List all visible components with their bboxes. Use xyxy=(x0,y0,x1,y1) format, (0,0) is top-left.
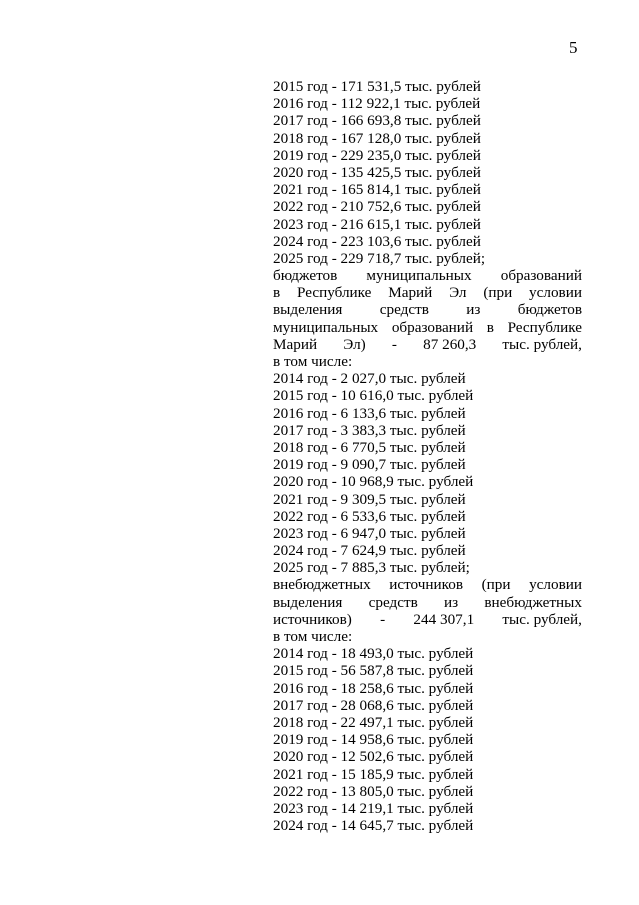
word: внебюджетных xyxy=(273,576,371,594)
year-line: 2022 год - 210 752,6 тыс. рублей xyxy=(273,198,481,216)
year-line: 2021 год - 165 814,1 тыс. рублей xyxy=(273,181,481,199)
year-line: 2022 год - 13 805,0 тыс. рублей xyxy=(273,782,474,800)
word: бюджетов xyxy=(273,267,338,285)
word: (при xyxy=(481,576,511,594)
total-amount: 87 260,3 xyxy=(423,335,477,353)
year-line: 2018 год - 167 128,0 тыс. рублей xyxy=(273,129,481,147)
word: Эл) xyxy=(343,335,366,353)
year-line: 2020 год - 10 968,9 тыс. рублей xyxy=(273,473,474,491)
justified-line xyxy=(273,611,582,628)
year-line: 2024 год - 7 624,9 тыс. рублей xyxy=(273,542,466,560)
year-line: 2015 год - 171 531,5 тыс. рублей xyxy=(273,78,481,95)
year-line: 2023 год - 14 219,1 тыс. рублей xyxy=(273,799,474,817)
word: из xyxy=(443,593,459,611)
word: средств xyxy=(379,301,429,319)
year-line: 2023 год - 6 947,0 тыс. рублей xyxy=(273,524,466,542)
year-line: 2020 год - 135 425,5 тыс. рублей xyxy=(273,163,481,181)
total-amount: 244 307,1 xyxy=(413,610,475,628)
page-number: 5 xyxy=(569,38,578,57)
year-line: 2021 год - 9 309,5 тыс. рублей xyxy=(273,490,466,508)
extrabudgetary-paragraph xyxy=(273,576,582,645)
word: Марий xyxy=(388,284,433,302)
word: Марий xyxy=(273,335,318,353)
word: выделения xyxy=(273,593,343,611)
justified-line xyxy=(273,576,582,593)
year-line: 2019 год - 229 235,0 тыс. рублей xyxy=(273,146,481,164)
word: средств xyxy=(368,593,418,611)
word: внебюджетных xyxy=(484,593,582,611)
regional-year-list xyxy=(273,78,582,267)
document-body xyxy=(273,78,582,834)
year-line: 2022 год - 6 533,6 тыс. рублей xyxy=(273,507,466,525)
word: в xyxy=(486,318,494,336)
year-line: 2016 год - 18 258,6 тыс. рублей xyxy=(273,679,474,697)
word: Республике xyxy=(507,318,582,336)
word: образований xyxy=(500,267,582,285)
year-line: 2025 год - 229 718,7 тыс. рублей; xyxy=(273,249,486,267)
word: условии xyxy=(529,576,582,594)
word: образований xyxy=(391,318,474,336)
justified-line xyxy=(273,319,582,336)
word: тыс. рублей, xyxy=(502,610,582,628)
year-line: 2020 год - 12 502,6 тыс. рублей xyxy=(273,748,474,766)
word: муниципальных xyxy=(366,267,472,285)
municipal-year-list xyxy=(273,370,582,576)
word: муниципальных xyxy=(273,318,379,336)
year-line: 2016 год - 112 922,1 тыс. рублей xyxy=(273,95,481,113)
justified-line xyxy=(273,301,582,318)
year-line: 2019 год - 9 090,7 тыс. рублей xyxy=(273,456,466,474)
year-line: 2017 год - 28 068,6 тыс. рублей xyxy=(273,696,474,714)
word: Эл xyxy=(449,284,467,302)
year-line: 2023 год - 216 615,1 тыс. рублей xyxy=(273,215,481,233)
word: - xyxy=(380,610,386,628)
year-line: 2014 год - 2 027,0 тыс. рублей xyxy=(273,370,466,388)
word: источников) xyxy=(273,610,352,628)
year-line: 2019 год - 14 958,6 тыс. рублей xyxy=(273,731,474,749)
year-line: 2018 год - 22 497,1 тыс. рублей xyxy=(273,713,474,731)
municipal-paragraph xyxy=(273,267,582,370)
word: Республике xyxy=(296,284,372,302)
in-total-label: в том числе: xyxy=(273,353,353,370)
year-line: 2016 год - 6 133,6 тыс. рублей xyxy=(273,404,466,422)
in-total-label: в том числе: xyxy=(273,628,353,645)
year-line: 2017 год - 166 693,8 тыс. рублей xyxy=(273,112,481,130)
year-line: 2025 год - 7 885,3 тыс. рублей; xyxy=(273,559,470,577)
word: - xyxy=(391,335,397,353)
word: бюджетов xyxy=(517,301,582,319)
year-line: 2021 год - 15 185,9 тыс. рублей xyxy=(273,765,474,783)
word: условии xyxy=(529,284,582,302)
year-line: 2018 год - 6 770,5 тыс. рублей xyxy=(273,438,466,456)
word: в xyxy=(273,284,281,302)
year-line: 2014 год - 18 493,0 тыс. рублей xyxy=(273,645,474,663)
justified-line xyxy=(273,284,582,301)
word: тыс. рублей, xyxy=(502,335,582,353)
year-line: 2015 год - 56 587,8 тыс. рублей xyxy=(273,662,474,680)
justified-line xyxy=(273,336,582,353)
extrabudgetary-year-list xyxy=(273,645,582,834)
year-line: 2024 год - 223 103,6 тыс. рублей xyxy=(273,232,481,250)
word: из xyxy=(466,301,481,319)
year-line: 2015 год - 10 616,0 тыс. рублей xyxy=(273,387,474,405)
justified-line xyxy=(273,594,582,611)
word: (при xyxy=(483,284,513,302)
word: выделения xyxy=(273,301,343,319)
year-line: 2017 год - 3 383,3 тыс. рублей xyxy=(273,421,466,439)
word: источников xyxy=(389,576,464,594)
year-line: 2024 год - 14 645,7 тыс. рублей xyxy=(273,817,474,835)
justified-line xyxy=(273,267,582,284)
